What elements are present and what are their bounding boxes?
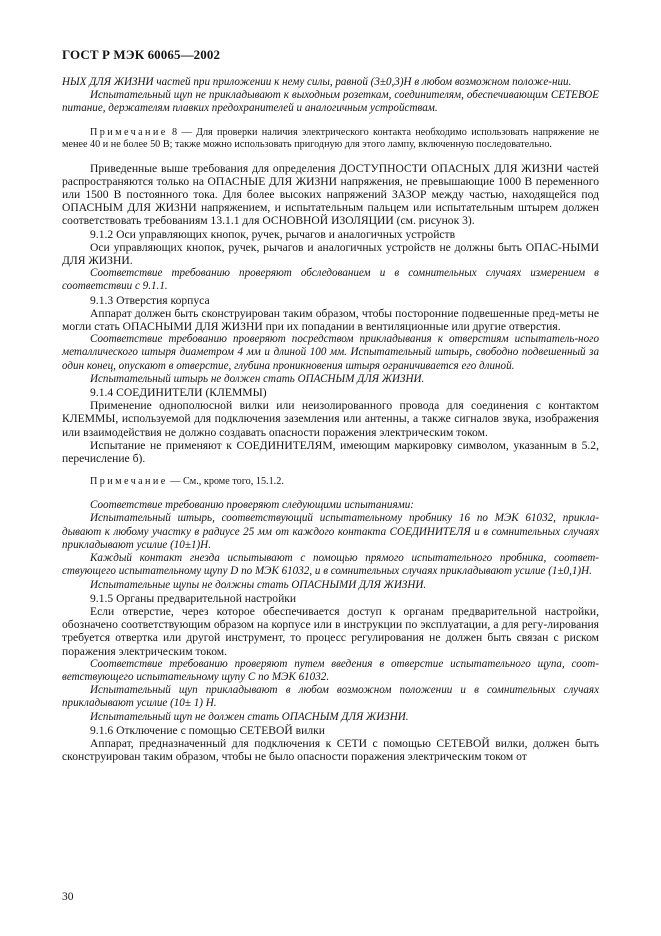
note-text: — См., кроме того, 15.1.2.: [167, 476, 284, 488]
paragraph-axes: Оси управляющих кнопок, ручек, рычагов и аналогичных устройств не должны быть ОПАС-НЫМИ ДЛЯ ЖИЗНИ.: [62, 240, 599, 268]
paragraph-openings: Аппарат должен быть сконструирован таким образом, чтобы посторонние подвешенные пред-меты не могли стать ОПАСНЫМИ ДЛЯ ЖИЗНИ при их попадании в вентиляционные или другие отверстия.: [62, 306, 599, 334]
paragraph-compliance-912: Соответствие требованию проверяют обследованием и в сомнительных случаях измерением в соответствии с 9.1.1.: [62, 267, 599, 293]
paragraph-requirements: Приведенные выше требования для определения ДОСТУПНОСТИ ОПАСНЫХ ДЛЯ ЖИЗНИ частей распространяются только на ОПАСНЫЕ ДЛЯ ЖИЗНИ напряжения, не превышающие 1000 В переменного или 1500 В постоянного тока. Для более высоких напряжений ЗАЗОР между частью, находящейся под ОПАСНЫМ ДЛЯ ЖИЗНИ напряжением, и испытательным пальцем или испытательным штырем должен соответствовать требованиям 13.1.1 для ОСНОВНОЙ ИЗОЛЯЦИИ (см. рисунок 3).: [62, 161, 599, 228]
document-header: ГОСТ Р МЭК 60065—2002: [62, 47, 221, 62]
note-text: 8 — Для проверки наличия электрического контакта необходимо использовать напряжение не менее 40 и не более 50 В; также можно использовать пригодную для этого лампу, включенную последовательно.: [62, 126, 599, 150]
page-number: 30: [62, 891, 74, 903]
paragraph-terminals: Применение однополюсной вилки или неизолированного провода для соединения с контактом КЛЕММЫ, используемой для подключения заземления или антенны, а также сигналов звука, изображения или взаимодействия не должно создавать опасности поражения электрическим током.: [62, 399, 599, 439]
section-heading-9-1-4: 9.1.4 СОЕДИНИТЕЛИ (КЛЕММЫ): [90, 386, 267, 400]
paragraph-compliance-915: Соответствие требованию проверяют путем введения в отверстие испытательного щупа, соот-ветствующего испытательному щупу С по МЭК 61032.: [62, 657, 599, 683]
paragraph-compliance-914: Соответствие требованию проверяют следующими испытаниями:: [90, 499, 414, 512]
note-see-also: [62, 476, 599, 488]
paragraph-probes-result: Испытательные щупы не должны стать ОПАСНЫМИ ДЛЯ ЖИЗНИ.: [90, 578, 427, 591]
paragraph-mains-plug: Аппарат, предназначенный для подключения к СЕТИ с помощью СЕТЕВОЙ вилки, должен быть сконструирован таким образом, чтобы не было опасности поражения электрическим током от: [62, 736, 599, 764]
paragraph-test-pin: Испытательный штырь, соответствующий испытательному пробнику 16 по МЭК 61032, прикла-дывают к любому участку в радиусе 25 мм от каждого контакта СОЕДИНИТЕЛЯ и в сомнительных случаях прикладывают усилие (10±1)Н.: [62, 512, 599, 551]
paragraph-pin-result: Испытательный штырь не должен стать ОПАСНЫМ ДЛЯ ЖИЗНИ.: [90, 372, 425, 385]
section-heading-9-1-5: 9.1.5 Органы предварительной настройки: [90, 591, 297, 605]
paragraph-presets: Если отверстие, через которое обеспечивается доступ к органам предварительной настройки, обозначено соответствующим образом на корпусе или в инструкции по эксплуатации, а для регу-лирования требуется отвертка или другой инструмент, то процесс регулирования не должен быть связан с риском поражения электрическим током.: [62, 604, 599, 658]
note-label: Примечание: [90, 126, 168, 138]
note-8: [62, 127, 599, 151]
paragraph-continuation: НЫХ ДЛЯ ЖИЗНИ частей при приложении к нему силы, равной (3±0,3)Н в любом возможном положе-нии.: [62, 76, 572, 88]
note-label: Примечание: [90, 476, 168, 488]
paragraph-probe-exclusion: Испытательный щуп не прикладывают к выходным розеткам, соединителям, обеспечивающим СЕТЕВОЕ питание, держателям плавких предохранителей и аналогичным устройствам.: [62, 89, 599, 115]
paragraph-compliance-913: Соответствие требованию проверяют посредством прикладывания к отверстиям испытатель-ного металлического штыря диаметром 4 мм и длиной 100 мм. Испытательный штырь, свободно подвешенный за один конец, опускают в отверстие, глубина проникновения штыря ограничивается его длиной.: [62, 333, 599, 372]
paragraph-probe-result: Испытательный щуп не должен стать ОПАСНЫМ ДЛЯ ЖИЗНИ.: [90, 710, 409, 723]
document-body: [62, 76, 599, 763]
section-heading-9-1-6: 9.1.6 Отключение с помощью СЕТЕВОЙ вилки: [90, 723, 325, 737]
section-heading-9-1-3: 9.1.3 Отверстия корпуса: [90, 293, 210, 307]
paragraph-test-exclusion: Испытание не применяют к СОЕДИНИТЕЛЯМ, имеющим маркировку символом, указанным в 5.2, перечисление б).: [62, 438, 599, 466]
section-heading-9-1-2: 9.1.2 Оси управляющих кнопок, ручек, рычагов и аналогичных устройств: [90, 227, 456, 241]
paragraph-probe-force: Испытательный щуп прикладывают в любом возможном положении и в сомнительных случаях прикладывают усилие (10± 1) Н.: [62, 684, 599, 710]
paragraph-socket-test: Каждый контакт гнезда испытывают с помощью прямого испытательного пробника, соответ-ствующего испытательному щупу D по МЭК 61032, и в сомнительных случаях прикладывают усилие (1±0,1)Н.: [62, 552, 599, 578]
